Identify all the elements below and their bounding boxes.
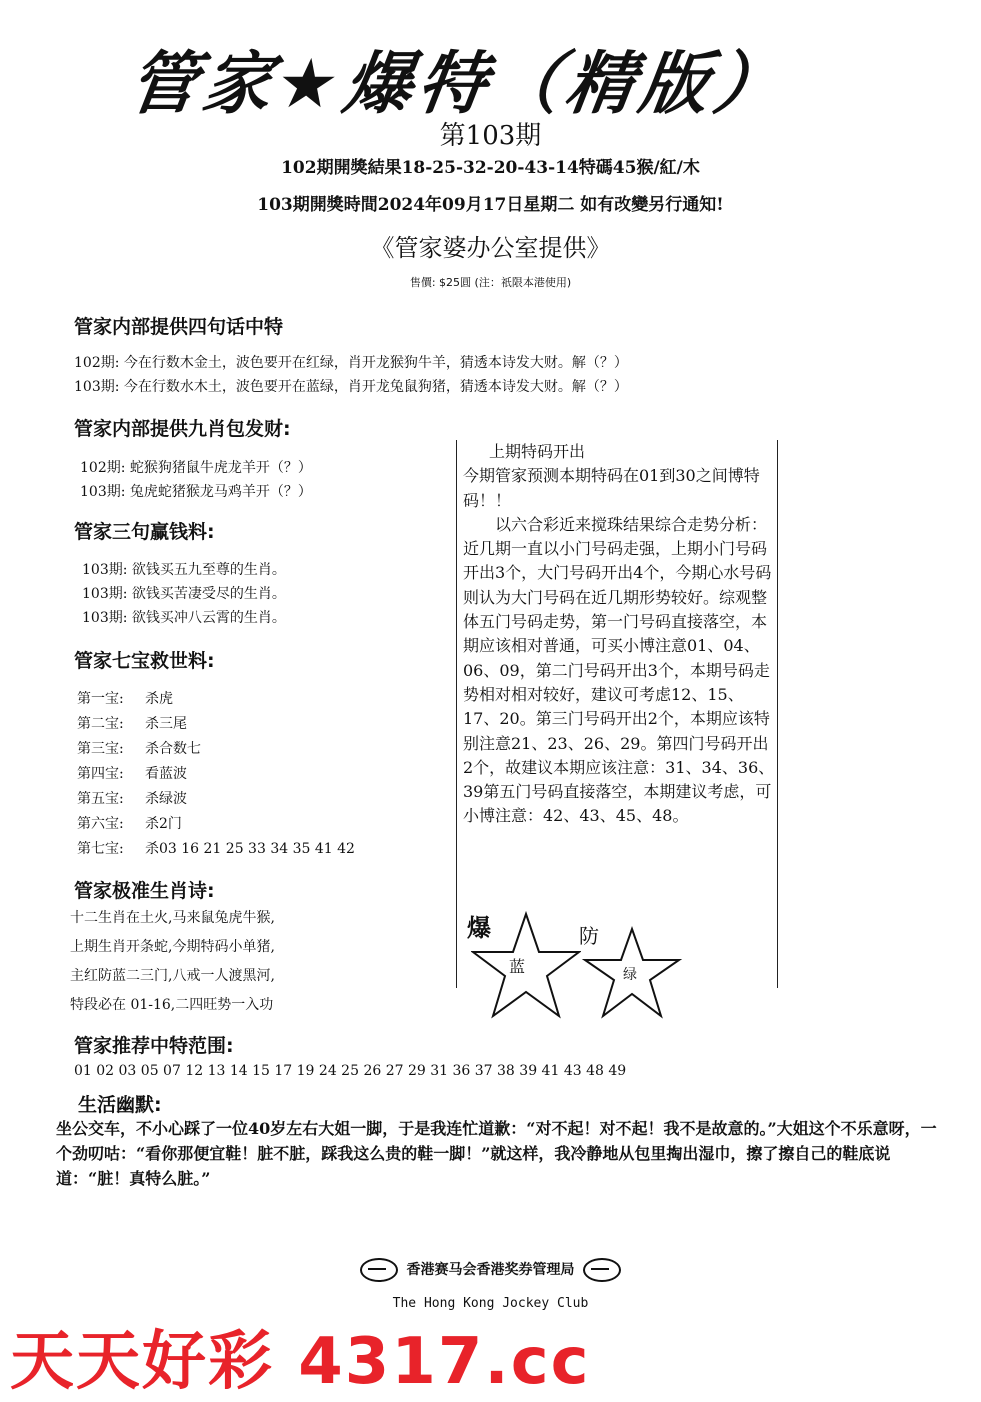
humor-text: 坐公交车，不小心踩了一位40岁左右大姐一脚，于是我连忙道歉：“对不起！对不起！我不是故意的。”大姐这个不乐意呀，一个劲叨咕：“看你那便宜鞋！脏不脏，踩我这么贵的鞋一脚！”就这样，我冷静地从包里掏出湿巾，擦了擦自己的鞋底说道：“脏！真特么脏。”: [56, 1119, 937, 1188]
range-numbers: 01 02 03 05 07 12 13 14 15 17 19 24 25 26 27 29 31 36 37 38 39 41 43 48 49: [74, 1063, 627, 1079]
treasure-label: 第五宝:: [77, 791, 124, 807]
poem-line: 主红防蓝二三门,八戒一人渡黑河,: [70, 968, 275, 984]
treasure-label: 第一宝:: [77, 691, 124, 707]
price-line: 售價: $25圓 (注：祇限本港使用): [409, 276, 572, 289]
section3-row: 103期: 欲钱买苦凄受尽的生肖。: [82, 586, 286, 602]
poem-line: 上期生肖开条蛇,今期特码小单猪,: [70, 939, 275, 955]
section6-heading: 管家推荐中特范围:: [74, 1035, 234, 1057]
provider-line: 《管家婆办公室提供》: [370, 234, 611, 262]
treasure-value: 杀三尾: [145, 716, 187, 732]
analysis-box: [456, 440, 778, 988]
section5-heading: 管家极准生肖诗:: [74, 880, 215, 902]
section2-row: 103期: 兔虎蛇猪猴龙马鸡羊开（？）: [80, 484, 312, 500]
section3-heading: 管家三句赢钱料:: [74, 521, 215, 543]
section4-heading: 管家七宝救世料:: [74, 650, 215, 672]
analysis-paragraph: 以六合彩近来搅珠结果综合走势分析：近几期一直以小门号码走强，上期小门号码开出3个，大门号码开出4个，今期心水号码则认为大门号码在近几期形势较好。综观整体五门号码走势，第一门号码直接落空，本期应该相对普通，可买小博注意01、04、06、09，第二门号码开出3个，本期号码走势相对相对较好，建议可考虑12、15、17、20。第三门号码开出2个，本期应该特别注意21、23、26、29。第四门号码开出2个，故建议本期应该注意：31、34、36、39第五门号码直接落空，本期建议考虑，可小博注意：42、43、45、48。: [463, 514, 775, 826]
treasure-value: 杀合数七: [145, 741, 201, 757]
section3-row: 103期: 欲钱买五九至尊的生肖。: [82, 562, 286, 578]
star-icon: [471, 910, 581, 1020]
treasure-value: 杀03 16 21 25 33 34 35 41 42: [145, 841, 355, 857]
section2-heading: 管家内部提供九肖包发财:: [74, 418, 291, 440]
treasure-label: 第二宝:: [77, 716, 124, 732]
treasure-label: 第三宝:: [77, 741, 124, 757]
poem-line: 十二生肖在土火,马来鼠兔虎牛猴,: [70, 910, 275, 926]
page-title: 管家★爆特（精版）: [123, 45, 794, 124]
footer-org: 香港赛马会香港奖券管理局: [406, 1262, 575, 1278]
jockey-club-logo-icon: [583, 1258, 621, 1282]
section1-row: 103期: 今在行数水木土，波色要开在蓝绿，肖开龙兔鼠狗猪，猜透本诗发大财。解（？）: [74, 379, 628, 395]
treasure-value: 杀虎: [145, 691, 173, 707]
star1-text: 蓝: [509, 957, 526, 976]
treasure-value: 杀2门: [145, 816, 182, 832]
section1-heading: 管家内部提供四句话中特: [74, 316, 284, 338]
humor-heading: 生活幽默:: [78, 1094, 162, 1116]
result-line: 102期開獎結果18-25-32-20-43-14特碼45猴/紅/木: [281, 158, 700, 178]
watermark: 天天好彩 4317.cc: [10, 1325, 591, 1399]
section3-row: 103期: 欲钱买冲八云霄的生肖。: [82, 610, 286, 626]
treasure-label: 第四宝:: [77, 766, 124, 782]
issue-number: 第103期: [439, 121, 542, 151]
analysis-title: 上期特码开出: [489, 442, 586, 461]
star2-label: 防: [579, 924, 599, 948]
footer-club: The Hong Kong Jockey Club: [392, 1296, 589, 1311]
poem-line: 特段必在 01-16,二四旺势一入功: [70, 997, 274, 1013]
treasure-value: 杀绿波: [145, 791, 187, 807]
analysis-paragraph: 今期管家预测本期特码在01到30之间博特码！！: [463, 466, 760, 510]
section2-row: 102期: 蛇猴狗猪鼠牛虎龙羊开（？）: [80, 460, 312, 476]
jockey-club-logo-icon: [360, 1258, 398, 1282]
section1-row: 102期: 今在行数木金土，波色要开在红绿，肖开龙猴狗牛羊，猜透本诗发大财。解（？）: [74, 355, 628, 371]
treasure-label: 第六宝:: [77, 816, 124, 832]
treasure-label: 第七宝:: [77, 841, 124, 857]
star1-label: 爆: [467, 913, 491, 942]
star2-text: 绿: [623, 967, 637, 983]
treasure-value: 看蓝波: [145, 766, 187, 782]
footer-org-line: [0, 1258, 981, 1282]
time-line: 103期開獎時間2024年09月17日星期二 如有改變另行通知!: [257, 195, 724, 215]
